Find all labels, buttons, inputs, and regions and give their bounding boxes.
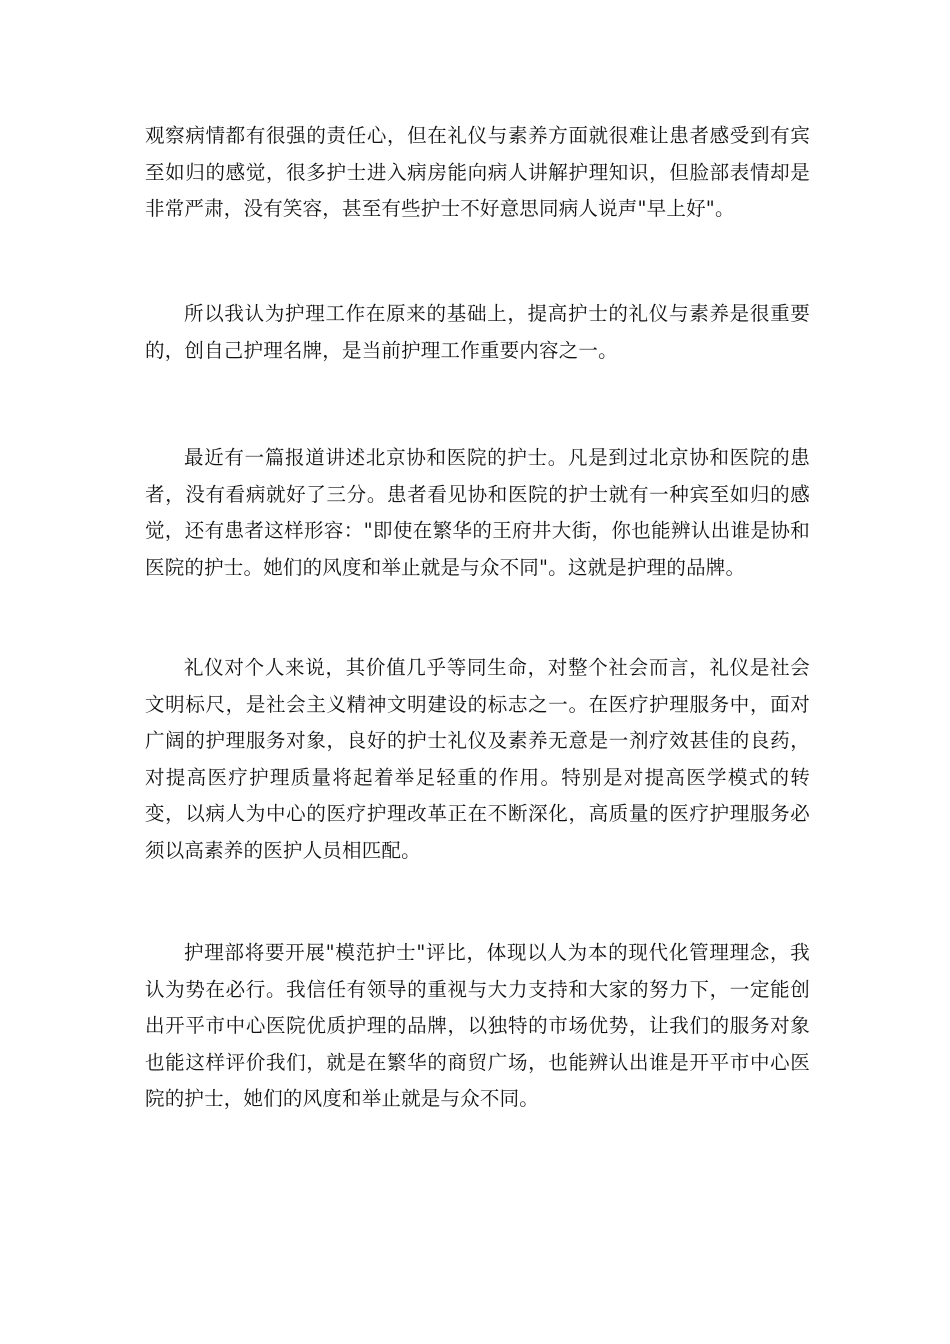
paragraph-3: 最近有一篇报道讲述北京协和医院的护士。凡是到过北京协和医院的患者，没有看病就好了三分。患者看见协和医院的护士就有一种宾至如归的感觉，还有患者这样形容："即使在繁华的王府井大街，你也能辨认出谁是协和医院的护士。她们的风度和举止就是与众不同"。这就是护理的品牌。 (145, 446, 810, 579)
paragraph-4: 礼仪对个人来说，其价值几乎等同生命，对整个社会而言，礼仪是社会文明标尺，是社会主义精神文明建设的标志之一。在医疗护理服务中，面对广阔的护理服务对象，良好的护士礼仪及素养无意是一剂疗效甚佳的良药，对提高医疗护理质量将起着举足轻重的作用。特别是对提高医学模式的转变，以病人为中心的医疗护理改革正在不断深化，高质量的医疗护理服务必须以高素养的医护人员相匹配。 (145, 656, 810, 862)
paragraph-5: 护理部将要开展"模范护士"评比，体现以人为本的现代化管理理念，我认为势在必行。我信任有领导的重视与大力支持和大家的努力下，一定能创出开平市中心医院优质护理的品牌，以独特的市场优势，让我们的服务对象也能这样评价我们，就是在繁华的商贸广场，也能辨认出谁是开平市中心医院的护士，她们的风度和举止就是与众不同。 (145, 941, 810, 1110)
paragraph-2: 所以我认为护理工作在原来的基础上，提高护士的礼仪与素养是很重要的，创自己护理名牌，是当前护理工作重要内容之一。 (145, 302, 810, 362)
paragraph-1: 观察病情都有很强的责任心，但在礼仪与素养方面就很难让患者感受到有宾至如归的感觉，很多护士进入病房能向病人讲解护理知识，但脸部表情却是非常严肃，没有笑容，甚至有些护士不好意思同病人说声"早上好"。 (145, 124, 810, 220)
